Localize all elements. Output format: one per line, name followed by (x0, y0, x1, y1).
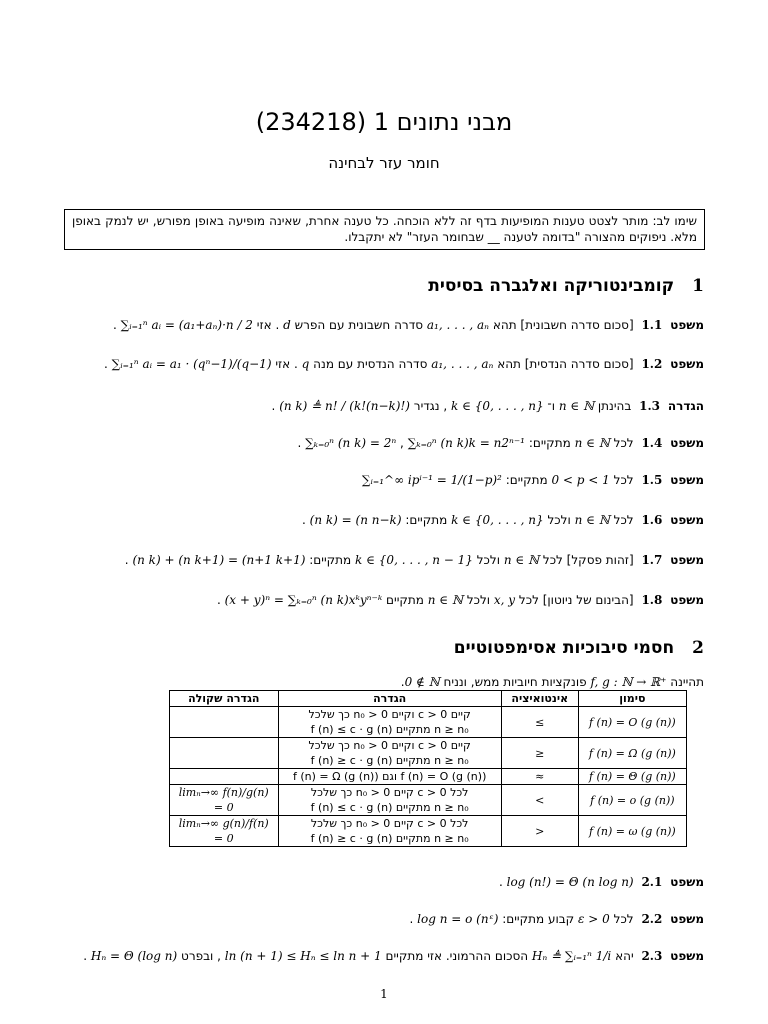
section-heading-1 (428, 276, 704, 296)
statement-math: (n k) = (n n−k) (309, 513, 402, 527)
cell-intuition-value: > (535, 824, 545, 838)
statement-keyword: משפט (670, 357, 704, 371)
statement-1.8 (64, 591, 704, 609)
cell-notation (578, 769, 686, 785)
statement-keyword: משפט (670, 875, 704, 889)
definition-line: f (n) = O (g (n)) וגם f (n) = Ω (g (n)) (292, 770, 487, 783)
statement-end: . (498, 875, 503, 889)
definition-line: n ≥ n₀ מתקיים f (n) ≤ c · g (n) (310, 723, 469, 736)
intro-text: תהיינה (670, 675, 704, 689)
cell-intuition (501, 769, 578, 785)
statement-text: [זהות פסקל] לכל (542, 553, 634, 567)
cell-notation (578, 785, 686, 816)
page-title: מבני נתונים 1 (234218) (255, 108, 513, 136)
statement-end: . (112, 318, 117, 332)
definition-line: n ≥ n₀ מתקיים f (n) ≤ c · g (n) (310, 801, 469, 814)
statement-math: n ∈ ℕ (574, 436, 610, 450)
col-header-notation: סימון (578, 691, 686, 707)
statement-math: ε > 0 (578, 912, 610, 926)
table-row (170, 738, 687, 769)
statement-text: מתקיים (386, 593, 424, 607)
statement-end: . (409, 912, 414, 926)
statement-end: . (271, 399, 276, 413)
statement-math: log n = o (nᵋ) (417, 912, 499, 926)
statement-math: k ∈ {0, . . . , n} (451, 399, 544, 413)
statement-number: 1.6 (641, 513, 663, 527)
statement-2.2 (64, 910, 704, 928)
statement-math: a₁, . . . , aₙ (426, 318, 489, 332)
cell-intuition (501, 738, 578, 769)
statement-math: k ∈ {0, . . . , n − 1} (355, 553, 473, 567)
section-number: 1 (692, 276, 704, 296)
section-number: 2 (692, 638, 704, 658)
statement-text: ולכל (476, 553, 500, 567)
intro-end: . (400, 675, 405, 689)
col-header-definition: הגדרה (278, 691, 501, 707)
statement-number: 1.4 (641, 436, 663, 450)
page-number: 1 (380, 987, 388, 1001)
table-row (170, 707, 687, 738)
cell-equivalent (170, 738, 279, 769)
table-intro (401, 675, 704, 689)
definition-line: לכל c > 0 קיים n₀ > 0 כך שלכל (310, 817, 469, 830)
statement-end: . (124, 553, 129, 567)
statement-text: מתקיים: (528, 436, 571, 450)
statement-number: 1.3 (639, 399, 661, 413)
statement-1.7 (64, 551, 704, 569)
statement-text: מתקיים: (505, 473, 548, 487)
statement-text: , ובפרט (181, 949, 221, 963)
cell-intuition (501, 707, 578, 738)
statement-math: n ∈ ℕ (574, 513, 610, 527)
asymptotic-table (169, 690, 687, 847)
statement-1.3 (64, 397, 704, 415)
statement-math: ∑ₖ₌₀ⁿ (n k)k = n2ⁿ⁻¹ (407, 436, 525, 450)
cell-notation-value: f (n) = O (g (n)) (588, 715, 676, 729)
statement-number: 1.7 (641, 553, 663, 567)
cell-intuition (501, 816, 578, 847)
statement-text: [סכום סדרה הנדסית] תהא (497, 357, 634, 371)
cell-equivalent (170, 785, 279, 816)
statement-number: 1.1 (641, 318, 663, 332)
statement-text: מתקיים: (309, 553, 352, 567)
statement-keyword: משפט (670, 593, 704, 607)
section-title: חסמי סיבוכיות אסימפטוטיים (453, 638, 675, 658)
cell-definition (278, 738, 501, 769)
statement-keyword: משפט (670, 436, 704, 450)
statement-math: k ∈ {0, . . . , n} (451, 513, 544, 527)
statement-text: בהינתן (597, 399, 632, 413)
statement-text: [הבינום של ניוטון] לכל (518, 593, 634, 607)
statement-1.6 (64, 511, 704, 529)
statement-math: (n k) ≜ n! / (k!(n−k)!) (279, 399, 410, 413)
col-header-equivalent: הגדרה שקולה (170, 691, 279, 707)
statement-end: . (83, 949, 88, 963)
statement-text: . אזי (256, 318, 280, 332)
statement-number: 2.1 (641, 875, 663, 889)
page-subtitle: חומר עזר לבחינה (328, 154, 440, 172)
col-header-intuition: אינטואיציה (501, 691, 578, 707)
statement-number: 1.8 (641, 593, 663, 607)
cell-definition (278, 769, 501, 785)
statement-text: לכל (613, 912, 634, 926)
statement-math: ∑ᵢ₌₁^∞ ipⁱ⁻¹ = 1/(1−p)² (361, 473, 502, 487)
statement-end: . (297, 436, 302, 450)
definition-line: n ≥ n₀ מתקיים f (n) ≥ c · g (n) (310, 832, 469, 845)
cell-intuition-value: ≥ (535, 746, 545, 760)
intro-math: f, g : ℕ → ℝ⁺ (590, 675, 667, 689)
cell-notation-value: f (n) = ω (g (n)) (589, 824, 676, 838)
statement-text: מתקיים: (405, 513, 448, 527)
statement-number: 2.3 (641, 949, 663, 963)
statement-keyword: משפט (670, 553, 704, 567)
statement-math: a₁, . . . , aₙ (431, 357, 494, 371)
statement-math: ln (n + 1) ≤ Hₙ ≤ ln n + 1 (224, 949, 382, 963)
statement-text: ולכל (547, 513, 571, 527)
statement-math: Hₙ ≜ ∑ᵢ₌₁ⁿ 1/i (531, 949, 612, 963)
statement-1.4 (64, 434, 704, 452)
cell-definition (278, 785, 501, 816)
statement-1.1 (64, 316, 704, 334)
statement-math: q (301, 357, 310, 371)
statement-1.5 (64, 471, 704, 489)
cell-notation-value: f (n) = o (g (n)) (590, 793, 675, 807)
cell-intuition-value: ≤ (535, 715, 545, 729)
statement-math: (n k) + (n k+1) = (n+1 k+1) (132, 553, 306, 567)
cell-equivalent (170, 816, 279, 847)
statement-math: (x + y)ⁿ = ∑ₖ₌₀ⁿ (n k)xᵏyⁿ⁻ᵏ (224, 593, 383, 607)
section-title: קומבינטוריקה ואלגברה בסיסית (428, 276, 675, 296)
statement-2.3 (64, 947, 704, 965)
cell-intuition-value: < (535, 793, 545, 807)
cell-intuition (501, 785, 578, 816)
statement-math: log (n!) = Θ (n log n) (506, 875, 634, 889)
statement-text: סדרה הנדסית עם מנה (313, 357, 428, 371)
statement-keyword: משפט (670, 473, 704, 487)
definition-line: קיים c > 0 וקיים n₀ > 0 כך שלכל (308, 708, 471, 721)
statement-math: 0 < p < 1 (551, 473, 610, 487)
cell-notation (578, 816, 686, 847)
statement-keyword: משפט (670, 513, 704, 527)
definition-line: n ≥ n₀ מתקיים f (n) ≥ c · g (n) (310, 754, 469, 767)
definition-line: לכל c > 0 קיים n₀ > 0 כך שלכל (310, 786, 469, 799)
statement-keyword: משפט (670, 318, 704, 332)
statement-text: , נגדיר (413, 399, 448, 413)
statement-2.1 (64, 873, 704, 891)
statement-text: קבוע מתקיים: (502, 912, 575, 926)
statement-text: לכל (613, 473, 634, 487)
table-header-row (170, 691, 687, 707)
statement-text: ו־ (547, 399, 556, 413)
table-row (170, 785, 687, 816)
cell-definition (278, 707, 501, 738)
statement-number: 1.2 (641, 357, 663, 371)
cell-equivalent-value: limₙ→∞ f(n)/g(n) = 0 (178, 786, 269, 814)
cell-notation (578, 738, 686, 769)
statement-number: 1.5 (641, 473, 663, 487)
statement-math: x, y (493, 593, 516, 607)
statement-math: Hₙ = Θ (log n) (90, 949, 178, 963)
statement-text: יהא (615, 949, 634, 963)
table-row (170, 769, 687, 785)
statement-end: . (104, 357, 108, 371)
statement-math: n ∈ ℕ (558, 399, 595, 413)
cell-notation (578, 707, 686, 738)
statement-keyword: משפט (670, 912, 704, 926)
statement-math: ∑ᵢ₌₁ⁿ aᵢ = a₁ · (qⁿ−1)/(q−1) (111, 357, 272, 371)
statement-text: סדרה חשבונית עם הפרש (294, 318, 424, 332)
statement-math: n ∈ ℕ (503, 553, 540, 567)
definition-line: קיים c > 0 וקיים n₀ > 0 כך שלכל (308, 739, 471, 752)
statement-text: . אזי (275, 357, 298, 371)
statement-math: d (283, 318, 291, 332)
statement-keyword: משפט (670, 949, 704, 963)
statement-math: ∑ᵢ₌₁ⁿ aᵢ = (a₁+aₙ)·n / 2 (120, 318, 253, 332)
table-row (170, 816, 687, 847)
statement-1.2 (64, 355, 704, 373)
section-heading-2 (454, 638, 704, 658)
notice-box: שימו לב: מותר לצטט טענות המופיעות בדף זה ללא הוכחה. כל טענה אחרת, שאינה מופיעה באופן מפורש, יש לנמק באופן מלא. ניפוקים מהצורה "בדומה לטענה __ שבחומר העזר" לא יתקבלו. (64, 209, 705, 250)
intro-text: פונקציות חיוביות ממש, ונניח (443, 675, 587, 689)
statement-keyword: הגדרה (667, 399, 704, 413)
statement-end: . (216, 593, 221, 607)
statement-end: . (302, 513, 306, 527)
cell-definition (278, 816, 501, 847)
statement-text: , (400, 436, 404, 450)
statement-text: לכל (613, 513, 634, 527)
cell-notation-value: f (n) = Θ (g (n)) (588, 770, 676, 783)
statement-text: לכל (613, 436, 634, 450)
statement-text: ולכל (466, 593, 491, 607)
statement-math: n ∈ ℕ (427, 593, 463, 607)
cell-intuition-value: ≈ (535, 770, 545, 783)
statement-math: ∑ₖ₌₀ⁿ (n k) = 2ⁿ (305, 436, 397, 450)
cell-equivalent (170, 707, 279, 738)
cell-notation-value: f (n) = Ω (g (n)) (588, 746, 676, 760)
cell-equivalent (170, 769, 279, 785)
statement-text: הסכום ההרמוני. אזי מתקיים (385, 949, 529, 963)
statement-text: [סכום סדרה חשבונית] תהא (492, 318, 634, 332)
statement-number: 2.2 (641, 912, 663, 926)
cell-equivalent-value: limₙ→∞ g(n)/f(n) = 0 (178, 817, 269, 845)
intro-math: 0 ∉ ℕ (404, 675, 440, 689)
